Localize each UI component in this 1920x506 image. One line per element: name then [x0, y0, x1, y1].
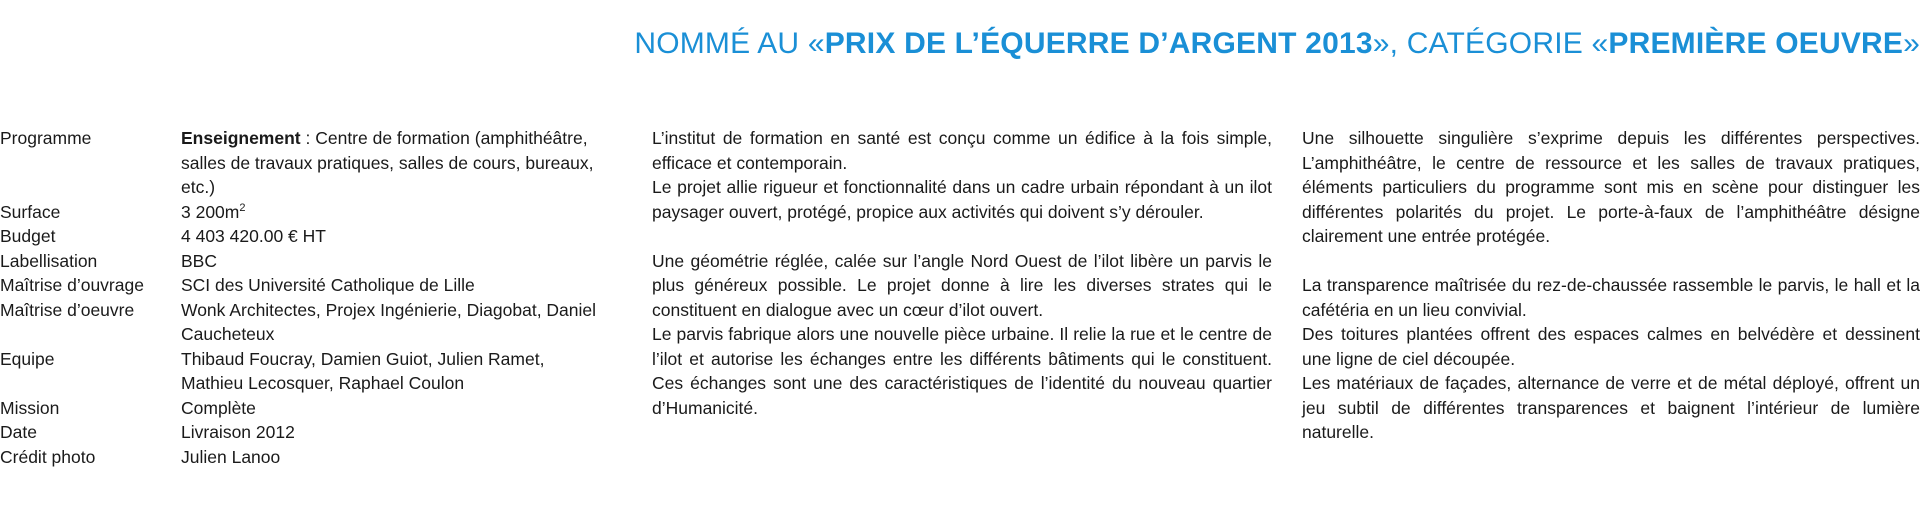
info-label: Programme [0, 128, 92, 148]
info-value: Livraison 2012 [181, 422, 295, 442]
heading-text-1: NOMMÉ AU « [634, 27, 825, 60]
info-label: Surface [0, 201, 61, 222]
paragraph: Les matériaux de façades, alternance de verre et de métal déployé, offrent un jeu subtil de différentes transparences et baignent l’intérieur de lumière naturelle. [1302, 373, 1920, 442]
paragraph: La transparence maîtrisée du rez-de-chaussée rassemble le parvis, le hall et la cafétéria en un lieu convivial. [1302, 275, 1920, 320]
info-value [181, 126, 600, 200]
info-value: Complète [181, 397, 256, 418]
description-column-middle [652, 126, 1272, 420]
info-value: Thibaud Foucray, Damien Guiot, Julien Ramet, Mathieu Lecosquer, Raphael Coulon [181, 348, 545, 393]
surface-value: 3 200m [181, 201, 240, 222]
surface-unit-exponent: 2 [239, 201, 246, 214]
info-row-date [0, 420, 600, 445]
info-row-mission [0, 396, 600, 421]
info-value: BBC [181, 250, 217, 271]
info-label: Mission [0, 397, 60, 418]
info-row-credit-photo [0, 445, 600, 470]
programme-description: : Centre de formation (amphithéâtre, salles de travaux pratiques, salles de cours, bureaux, etc.) [181, 128, 594, 197]
info-label: Maîtrise d’oeuvre [0, 299, 135, 320]
info-row-maitrise-ouvrage [0, 273, 600, 298]
info-value: Wonk Architectes, Projex Ingénierie, Diagobat, Daniel Caucheteux [181, 299, 597, 344]
info-value: SCI des Université Catholique de Lille [181, 275, 475, 295]
info-label: Equipe [0, 348, 55, 369]
info-value [181, 200, 600, 225]
paragraph-gap [1302, 249, 1920, 274]
info-label: Maîtrise d’ouvrage [0, 275, 144, 295]
info-row-maitrise-oeuvre [0, 298, 600, 347]
paragraph-gap [652, 224, 1272, 249]
project-info-table [0, 126, 600, 469]
info-label: Budget [0, 226, 56, 246]
heading-text-2: », CATÉGORIE « [1372, 27, 1609, 60]
paragraph: Le parvis fabrique alors une nouvelle pièce urbaine. Il relie la rue et le centre de l’ilot et autorise les échanges entre les différents bâtiments qui le constituent. Ces échanges sont une des caractéristiques de l’identité du nouveau quartier d’Humanicité. [652, 324, 1272, 418]
programme-type: Enseignement [181, 128, 301, 148]
info-value: 4 403 420.00 € HT [181, 226, 326, 246]
paragraph: L’institut de formation en santé est conçu comme un édifice à la fois simple, efficace et contemporain. [652, 128, 1272, 173]
description-column-right [1302, 126, 1920, 445]
info-label: Crédit photo [0, 446, 96, 467]
page-heading [634, 24, 1920, 64]
info-row-labellisation [0, 249, 600, 274]
paragraph: Une géométrie réglée, calée sur l’angle Nord Ouest de l’ilot libère un parvis le plus généreux possible. Le projet donne à lire les diverses strates qui le constituent en dialogue avec un cœur d’ilot ouvert. [652, 250, 1272, 320]
info-row-equipe [0, 347, 600, 396]
paragraph: Une silhouette singulière s’exprime depuis les différentes perspectives. L’amphithéâtre, le centre de ressource et les salles de travaux pratiques, éléments particuliers du programme sont mis en scène pour distinguer les différentes polarités du projet. Le porte-à-faux de l’amphithéâtre désigne clairement une entrée protégée. [1302, 128, 1920, 246]
info-label: Labellisation [0, 250, 98, 271]
heading-award-name: PRIX DE L’ÉQUERRE D’ARGENT 2013 [824, 27, 1373, 60]
info-row-programme [0, 126, 600, 200]
info-value: Julien Lanoo [181, 446, 281, 467]
info-label: Date [0, 422, 37, 442]
heading-category-name: PREMIÈRE OEUVRE [1608, 27, 1904, 60]
info-row-budget [0, 224, 600, 249]
heading-text-3: » [1903, 27, 1920, 60]
info-row-surface [0, 200, 600, 225]
paragraph: Des toitures plantées offrent des espaces calmes en belvédère et dessinent une ligne de ciel découpée. [1302, 324, 1920, 369]
paragraph: Le projet allie rigueur et fonctionnalité dans un cadre urbain répondant à un ilot paysager ouvert, protégé, propice aux activités qui doivent s’y dérouler. [652, 177, 1272, 222]
